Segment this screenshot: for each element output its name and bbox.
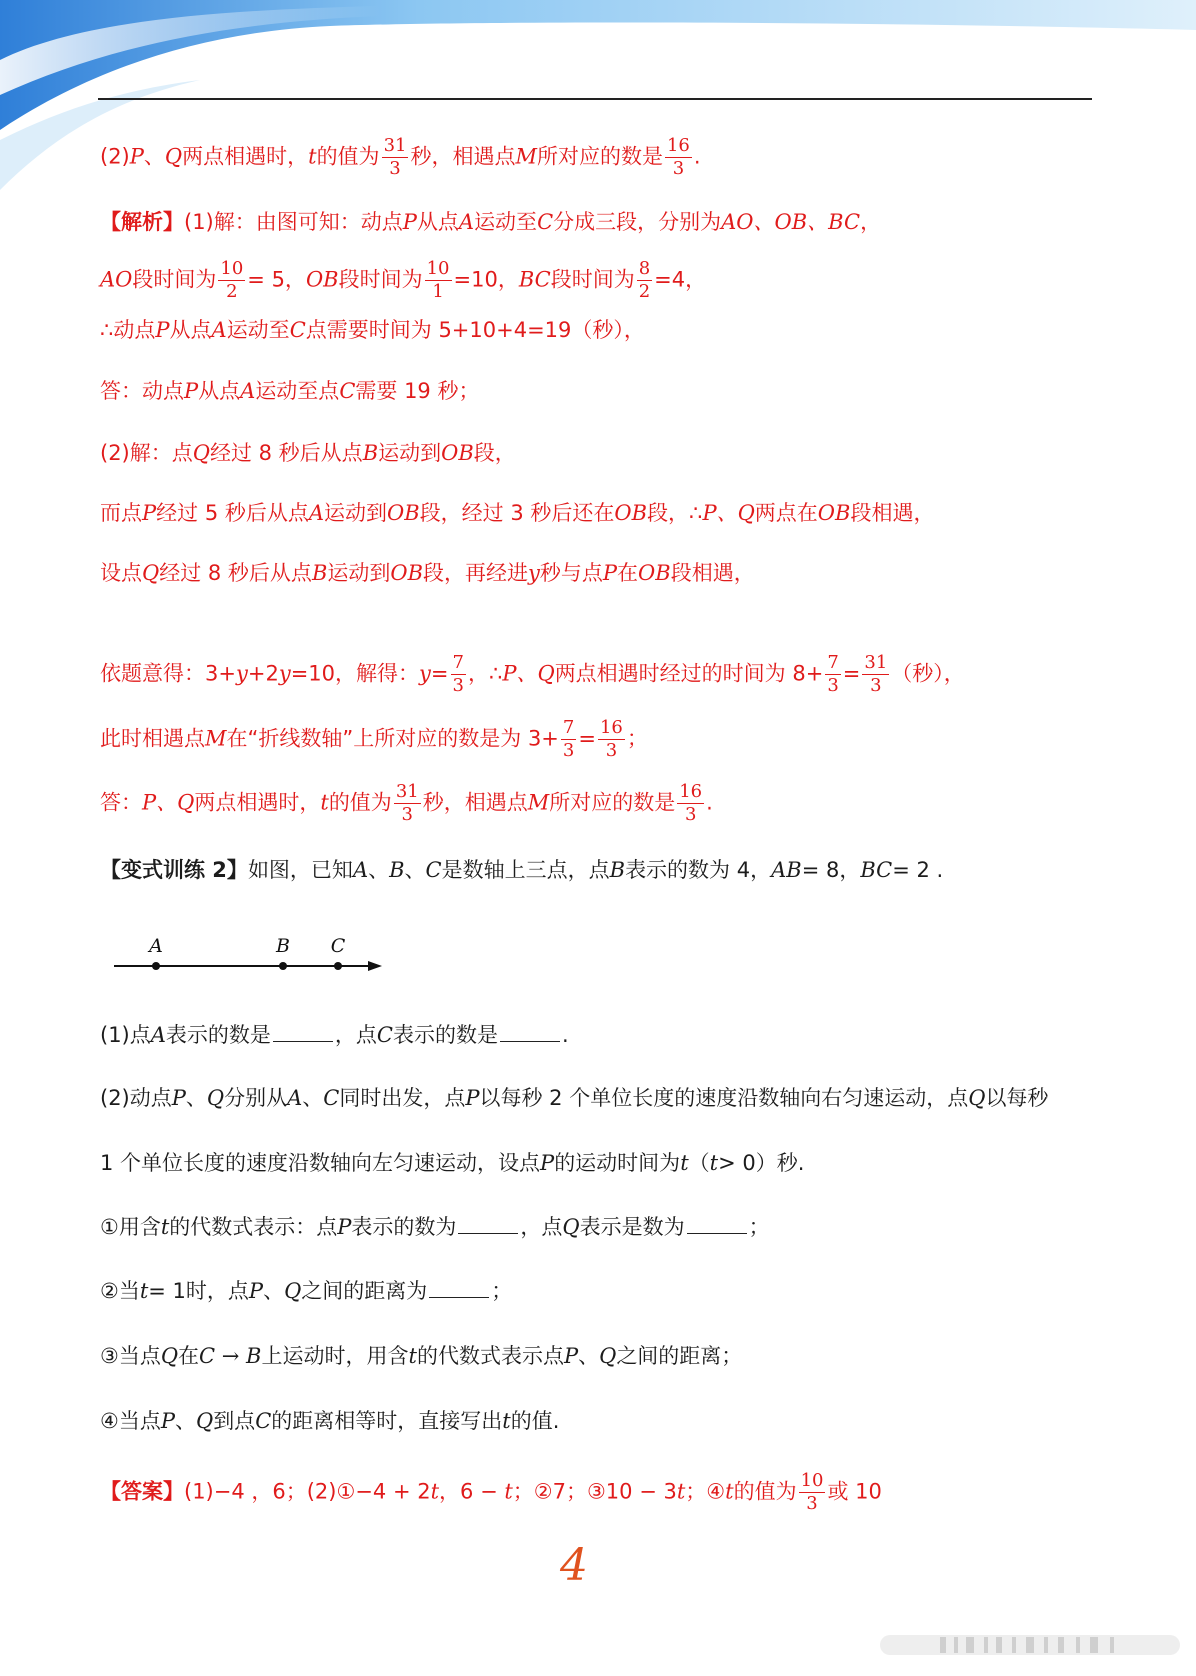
analysis-line-9: 此时相遇点M在“折线数轴”上所对应的数是为 3+ $\frac{7}{3}$ = $\frac{16}{3}$ ； (100, 717, 648, 761)
point-c-label: C (330, 935, 346, 957)
number-line-figure (110, 930, 390, 990)
question-2-line-1: (2)动点P、Q分别从A、C同时出发，点P以每秒 2 个单位长度的速度沿数轴向右匀速运动，点Q以每秒 (100, 1086, 1049, 1110)
exercise-stem: 【变式训练 2】如图，已知A、B、C是数轴上三点，点B表示的数为 4，AB= 8，BC= 2 . (100, 858, 944, 882)
answer-blank[interactable] (273, 1021, 333, 1042)
footer-decoration (880, 1625, 1180, 1665)
analysis-line-4: 答：动点P从点A运动至点C需要 19 秒； (100, 379, 480, 403)
header-rule (98, 98, 1092, 100)
analysis-line-7: 设点Q经过 8 秒后从点B运动到OB段，再经进y秒与点P在OB段相遇， (100, 561, 755, 585)
point-b-dot (279, 962, 287, 970)
analysis-line-3: ∴动点P从点A运动至C点需要时间为 5+10+4=19（秒）， (100, 318, 645, 342)
answer-tag: 【答案】 (100, 1479, 184, 1504)
subquestion-2: ②当t= 1时，点P、Q之间的距离为 ； (100, 1279, 513, 1303)
analysis-line-2: AO段时间为 $\frac{10}{2}$ = 5，OB段时间为 $\frac{10}{1}$ =10，BC段时间为 $\frac{8}{2}$ =4， (100, 258, 707, 302)
subquestion-1: ①用含t的代数式表示：点P表示的数为 ，点Q表示是数为 ； (100, 1215, 770, 1239)
page-number: 4 (560, 1540, 588, 1591)
answer-blank[interactable] (687, 1213, 747, 1234)
point-c-dot (334, 962, 342, 970)
part2-summary: (2)P、Q两点相遇时，t的值为 $\frac{31}{3}$ 秒，相遇点M所对应的数是 $\frac{16}{3}$ . (100, 135, 701, 179)
point-a-label: A (149, 935, 163, 957)
subquestion-4: ④当点P、Q到点C的距离相等时，直接写出t的值. (100, 1409, 560, 1433)
answer-line: 【答案】(1)−4 ，6；(2)①−4 + 2t，6 − t；②7；③10 − 3t；④t的值为 $\frac{10}{3}$ 或 10 (100, 1470, 882, 1514)
analysis-line-8: 依题意得：3+y+2y=10，解得：y= $\frac{7}{3}$ ，∴P、Q两点相遇时经过的时间为 8+ $\frac{7}{3}$ = $\frac{31}{3}$ （秒）， (100, 652, 965, 696)
subquestion-3: ③当点Q在C → B上运动时，用含t的代数式表示点P、Q之间的距离； (100, 1344, 743, 1368)
analysis-tag: 【解析】 (100, 210, 184, 234)
point-a-dot (152, 962, 160, 970)
number-line-arrow (368, 961, 382, 971)
question-1: (1)点A表示的数是 ，点C表示的数是 . (100, 1023, 569, 1047)
answer-blank[interactable] (429, 1277, 489, 1298)
question-2-line-2: 1 个单位长度的速度沿数轴向左匀速运动，设点P的运动时间为t（t> 0）秒. (100, 1151, 805, 1175)
exercise-tag: 【变式训练 2】 (100, 858, 248, 882)
analysis-line-6: 而点P经过 5 秒后从点A运动到OB段，经过 3 秒后还在OB段，∴P、Q两点在OB段相遇， (100, 501, 935, 525)
analysis-line-1: 【解析】(1)解：由图可知：动点P从点A运动至C分成三段，分别为AO、OB、BC， (100, 210, 882, 234)
point-b-label: B (276, 935, 290, 957)
analysis-line-5: (2)解：点Q经过 8 秒后从点B运动到OB段， (100, 441, 516, 465)
answer-blank[interactable] (458, 1213, 518, 1234)
answer-blank[interactable] (500, 1021, 560, 1042)
analysis-answer: 答：P、Q两点相遇时，t的值为 $\frac{31}{3}$ 秒，相遇点M所对应的数是 $\frac{16}{3}$ . (100, 781, 713, 825)
